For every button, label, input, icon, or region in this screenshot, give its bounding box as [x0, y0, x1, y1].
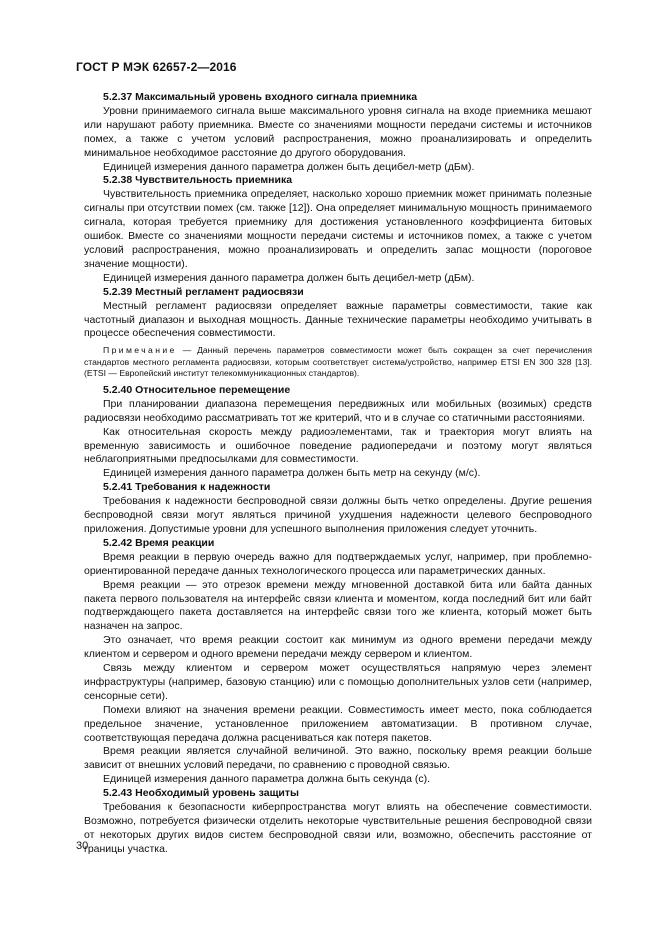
paragraph: Чувствительность приемника определяет, насколько хорошо приемник может принимать полезные сигналы при отсутствии помех (см. также [12]). Она определяет минимальную мощность принимаемого сигнала, которая требуется приемнику для достижения установленного коэффициента битовых ошибок. Вместе со значениями мощности передачи системы и источников помех, а также с учетом условий распространения, можно проанализировать и определить запас мощности (пороговое значение мощности).: [84, 188, 592, 270]
section-heading: 5.2.42 Время реакции: [103, 536, 215, 549]
paragraph: Связь между клиентом и сервером может осуществляться напрямую через элемент инфраструктуры (например, базовую станцию) или с помощью дополнительных узлов сети (например, сенсорные сети).: [84, 662, 592, 702]
section-heading: 5.2.38 Чувствительность приемника: [103, 174, 293, 187]
paragraph: Требования к безопасности киберпространства могут влиять на обеспечение совместимости. Возможно, потребуется физически отделить некоторые чувствительные решения беспроводной связи от некоторых других видов систем беспроводной связи или, возможно, обеспечить расстояние от границы участка.: [84, 801, 592, 855]
page-number: 30: [76, 840, 89, 852]
section-heading: 5.2.43 Необходимый уровень защиты: [103, 787, 299, 800]
paragraph: Единицей измерения данного параметра должна быть секунда (с).: [103, 773, 431, 786]
paragraph: Помехи влияют на значения времени реакции. Совместимость имеет место, пока соблюдается предельное значение, установленное приложением автоматизации. В противном случае, соответствующая передача должна расцениваться как потеря пакетов.: [84, 703, 592, 744]
note-text: — Данный перечень параметров совместимости может быть сокращен за счет перечисления стандартов местного регламента радиосвязи, которым соответствует система/устройство, например ETSI EN 300 328 [13]. (ETSI — Европейский институт телекоммуникационных стандартов).: [84, 345, 592, 378]
note-label: Примечание: [103, 345, 177, 356]
note: [84, 345, 592, 379]
section-heading: 5.2.37 Максимальный уровень входного сигнала приемника: [103, 91, 418, 103]
paragraph: Это означает, что время реакции состоит как минимум из одного времени передачи между клиентом и сервером и одного времени передачи между сервером и клиентом.: [84, 634, 592, 661]
paragraph: Время реакции является случайной величиной. Это важно, поскольку время реакции больше зависит от внешних условий передачи, по сравнению с проводной связью.: [84, 745, 592, 772]
section-heading: 5.2.40 Относительное перемещение: [103, 383, 291, 396]
paragraph: Как относительная скорость между радиоэлементами, так и траектория могут влиять на временную зависимость и ошибочное поведение радиопередачи и поэтому могут являться неблагоприятными предпосылками для совместимости.: [84, 425, 592, 466]
document-header: ГОСТ Р МЭК 62657-2—2016: [76, 60, 237, 74]
paragraph: Местный регламент радиосвязи определяет важные параметры совместимости, такие как частотный диапазон и выходная мощность. Данные технические параметры необходимо учитывать в процессе обеспечения совместимости.: [84, 299, 592, 340]
section-heading: 5.2.41 Требования к надежности: [103, 481, 271, 494]
paragraph: При планировании диапазона перемещения передвижных или мобильных (возимых) средств радиосвязи необходимо рассматривать тот же критерий, что и в случае со статичными расстояниями.: [84, 397, 592, 424]
paragraph: Время реакции — это отрезок времени между мгновенной доставкой бита или байта данных пакета первого пользователя на интерфейс связи клиента и моментом, когда последний бит или байт подтверждающего пакета доставляется на интерфейс связи того же клиента, который может быть назначен на запрос.: [84, 578, 592, 633]
section-heading: 5.2.39 Местный регламент радиосвязи: [103, 285, 304, 298]
paragraph: Единицей измерения данного параметра должен быть децибел-метр (дБм).: [103, 160, 475, 173]
paragraph: Единицей измерения данного параметра должен быть метр на секунду (м/с).: [103, 467, 481, 480]
document-body: [84, 91, 592, 857]
paragraph: Требования к надежности беспроводной связи должны быть четко определены. Другие решения беспроводной связи могут являться причиной ухудшения надежности целевого беспроводного приложения. Допустимые уровни для успешного выполнения приложения следует уточнить.: [84, 495, 592, 535]
paragraph: Время реакции в первую очередь важно для подтверждаемых услуг, например, при проблемно-ориентированной передаче данных технологического процесса или параметрических данных.: [84, 550, 592, 577]
paragraph: Уровни принимаемого сигнала выше максимального уровня сигнала на входе приемника мешают или нарушают работу приемника. Вместе со значениями мощности передачи системы и источников помех, а также с учетом условий распространения, можно проанализировать и определить минимальное необходимое расстояние до другого оборудования.: [84, 104, 592, 159]
paragraph: Единицей измерения данного параметра должен быть децибел-метр (дБм).: [103, 271, 475, 284]
